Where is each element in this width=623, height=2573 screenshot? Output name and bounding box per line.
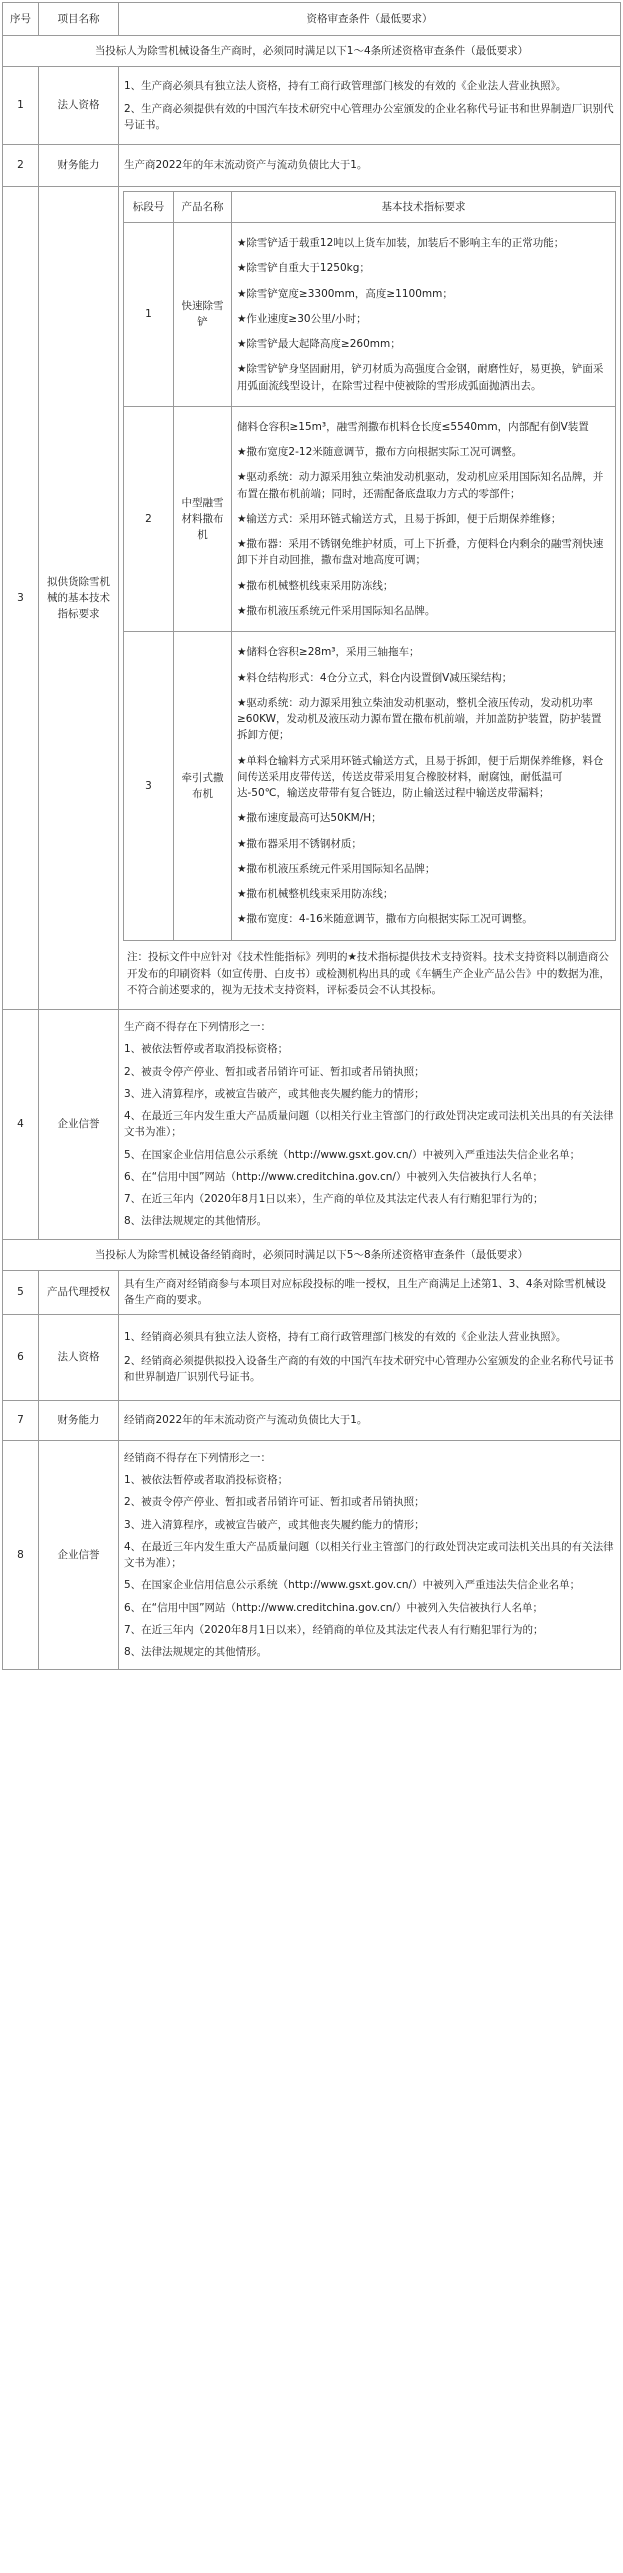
spec-item: ★撒布宽度：4-16米随意调节，撒布方向根据实际工况可调整。 <box>237 913 533 926</box>
row-requirement <box>119 67 621 145</box>
spec-header-requirement: 基本技术指标要求 <box>232 192 616 223</box>
product-name: 牵引式撒布机 <box>174 632 232 940</box>
spec-item: ★除雪铲宽度≥3300mm，高度≥1100mm； <box>237 287 453 300</box>
lot-no: 3 <box>124 632 174 940</box>
spec-item: ★除雪铲铲身坚固耐用，铲刃材质为高强度合金钢，耐磨性好，易更换，铲面采用弧面流线型设计，在除雪过程中使被除的雪形成弧面抛洒出去。 <box>237 363 604 392</box>
product-name: 快速除雪铲 <box>174 223 232 407</box>
row-no: 5 <box>3 1270 39 1314</box>
requirement-paragraph: 1、经销商必须具有独立法人资格，持有工商行政管理部门核发的有效的《企业法人营业执照》。 <box>124 1331 567 1344</box>
spec-row-lot-1 <box>124 223 616 407</box>
table-row <box>3 1400 621 1440</box>
list-item: 8、法律法规规定的其他情形。 <box>124 1215 268 1228</box>
requirement-intro: 经销商不得存在下列情形之一： <box>124 1451 271 1464</box>
list-item: 3、进入清算程序，或被宣告破产，或其他丧失履约能力的情形； <box>124 1518 425 1531</box>
row-no: 8 <box>3 1440 39 1670</box>
spec-list <box>232 406 616 631</box>
requirement-paragraph: 1、生产商必须具有独立法人资格，持有工商行政管理部门核发的有效的《企业法人营业执照》。 <box>124 79 567 92</box>
list-item: 1、被依法暂停或者取消投标资格； <box>124 1474 289 1487</box>
spec-item: ★输送方式：采用环链式输送方式，且易于拆卸，便于后期保养维修； <box>237 512 562 525</box>
row-no: 3 <box>3 187 39 1010</box>
lot-no: 1 <box>124 223 174 407</box>
row-item: 拟供货除雪机械的基本技术指标要求 <box>39 187 119 1010</box>
row-requirement <box>119 1314 621 1400</box>
spec-item: ★除雪铲适于载重12吨以上货车加装，加装后不影响主车的正常功能； <box>237 237 565 249</box>
spec-item: ★撒布器采用不锈钢材质； <box>237 837 362 850</box>
row-item: 财务能力 <box>39 145 119 187</box>
spec-item: ★作业速度≥30公里/小时； <box>237 312 367 325</box>
spec-item: ★料仓结构形式：4仓分立式，料仓内设置倒V减压梁结构； <box>237 671 513 684</box>
list-item: 5、在国家企业信用信息公示系统（http://www.gsxt.gov.cn/）中被列入严重违法失信企业名单； <box>124 1148 581 1161</box>
spec-item: ★驱动系统：动力源采用独立柴油发动机驱动，发动机应采用国际知名品牌，并布置在撒布机前端；同时，还需配备底盘取力方式的零部件； <box>237 471 604 500</box>
row-requirement: 生产商2022年的年末流动资产与流动负债比大于1。 <box>119 145 621 187</box>
list-item: 6、在“信用中国”网站（http://www.creditchina.gov.cn/）中被列入失信被执行人名单； <box>124 1170 543 1183</box>
technical-requirements-cell <box>119 187 621 1010</box>
row-item: 法人资格 <box>39 1314 119 1400</box>
product-name: 中型融雪材料撒布机 <box>174 406 232 631</box>
spec-item: ★撒布机械整机线束采用防冻线； <box>237 888 394 901</box>
spec-item: ★驱动系统：动力源采用独立柴油发动机驱动，整机全液压传动，发动机功率≥60KW，发动机及液压动力源布置在撒布机前端，并加盖防护装置，防护装置拆卸方便； <box>237 696 602 742</box>
spec-item: ★撒布器：采用不锈钢免维护材质，可上下折叠，方便料仓内剩余的融雪剂快速卸下并自动回推，撒布盘对地高度可调； <box>237 538 604 567</box>
requirement-intro: 生产商不得存在下列情形之一： <box>124 1021 271 1034</box>
table-row <box>3 1270 621 1314</box>
spec-item: ★撒布速度最高可达50KM/H； <box>237 812 382 825</box>
row-no: 7 <box>3 1400 39 1440</box>
row-item: 法人资格 <box>39 67 119 145</box>
section-title-manufacturer: 当投标人为除雪机械设备生产商时，必须同时满足以下1～4条所述资格审查条件（最低要求） <box>3 36 621 67</box>
list-item: 6、在“信用中国”网站（http://www.creditchina.gov.cn/）中被列入失信被执行人名单； <box>124 1601 543 1614</box>
spec-row-lot-2 <box>124 406 616 631</box>
list-item: 2、被责令停产停业、暂扣或者吊销许可证、暂扣或者吊销执照； <box>124 1496 425 1509</box>
row-item: 企业信誉 <box>39 1010 119 1240</box>
header-no: 序号 <box>3 3 39 36</box>
spec-item: ★撒布机液压系统元件采用国际知名品牌。 <box>237 604 436 617</box>
table-row <box>3 1314 621 1400</box>
list-item: 7、在近三年内（2020年8月1日以来），经销商的单位及其法定代表人有行贿犯罪行为的； <box>124 1623 544 1636</box>
section-title-distributor: 当投标人为除雪机械设备经销商时，必须同时满足以下5～8条所述资格审查条件（最低要求） <box>3 1239 621 1270</box>
list-item: 7、在近三年内（2020年8月1日以来），生产商的单位及其法定代表人有行贿犯罪行为的； <box>124 1193 544 1206</box>
list-item: 5、在国家企业信用信息公示系统（http://www.gsxt.gov.cn/）中被列入严重违法失信企业名单； <box>124 1579 581 1592</box>
spec-header-lot: 标段号 <box>124 192 174 223</box>
header-item: 项目名称 <box>39 3 119 36</box>
row-requirement <box>119 1010 621 1240</box>
list-item: 2、被责令停产停业、暂扣或者吊销许可证、暂扣或者吊销执照； <box>124 1065 425 1078</box>
list-item: 1、被依法暂停或者取消投标资格； <box>124 1043 289 1056</box>
header-requirement: 资格审查条件（最低要求） <box>119 3 621 36</box>
list-item: 8、法律法规规定的其他情形。 <box>124 1646 268 1659</box>
section-row <box>3 1239 621 1270</box>
spec-item: ★除雪铲自重大于1250kg； <box>237 262 370 275</box>
spec-item: ★撒布宽度2-12米随意调节，撒布方向根据实际工况可调整。 <box>237 446 523 459</box>
list-item: 4、在最近三年内发生重大产品质量问题（以相关行业主管部门的行政处罚决定或司法机关出具的有关法律文书为准）； <box>124 1540 614 1570</box>
spec-row-lot-3 <box>124 632 616 940</box>
spec-list <box>232 223 616 407</box>
spec-item: ★储料仓容积≥28m³，采用三轴拖车； <box>237 646 420 659</box>
row-no: 1 <box>3 67 39 145</box>
requirement-paragraph: 2、生产商必须提供有效的中国汽车技术研究中心管理办公室颁发的企业名称代号证书和世界制造厂识别代号证书。 <box>124 102 614 132</box>
table-row <box>3 67 621 145</box>
row-no: 2 <box>3 145 39 187</box>
row-no: 4 <box>3 1010 39 1240</box>
spec-header-row <box>124 192 616 223</box>
row-requirement: 经销商2022年的年末流动资产与流动负债比大于1。 <box>119 1400 621 1440</box>
technical-spec-table <box>123 191 616 941</box>
row-item: 财务能力 <box>39 1400 119 1440</box>
row-requirement <box>119 1440 621 1670</box>
row-requirement: 具有生产商对经销商参与本项目对应标段投标的唯一授权，且生产商满足上述第1、3、4条对除雪机械设备生产商的要求。 <box>119 1270 621 1314</box>
requirement-paragraph: 2、经销商必须提供拟投入设备生产商的有效的中国汽车技术研究中心管理办公室颁发的企业名称代号证书和世界制造厂识别代号证书。 <box>124 1354 614 1383</box>
table-row <box>3 145 621 187</box>
section-row <box>3 36 621 67</box>
table-header-row <box>3 3 621 36</box>
technical-note: 注：投标文件中应针对《技术性能指标》列明的★技术指标提供技术支持资料。技术支持资料以制造商公开发布的印刷资料（如宣传册、白皮书）或检测机构出具的或《车辆生产企业产品公告》中的数据为准，不符合前述要求的，视为无技术支持资料，评标委员会不认其投标。 <box>127 950 610 997</box>
spec-header-product: 产品名称 <box>174 192 232 223</box>
list-item: 4、在最近三年内发生重大产品质量问题（以相关行业主管部门的行政处罚决定或司法机关出具的有关法律文书为准）； <box>124 1110 614 1139</box>
spec-item: 储料仓容积≥15m³，融雪剂撒布机料仓长度≤5540mm，内部配有倒V装置 <box>237 420 589 433</box>
spec-item: ★撒布机械整机线束采用防冻线； <box>237 579 394 592</box>
lot-no: 2 <box>124 406 174 631</box>
spec-item: ★除雪铲最大起降高度≥260mm； <box>237 338 401 351</box>
table-row <box>3 1440 621 1670</box>
list-item: 3、进入清算程序，或被宣告破产，或其他丧失履约能力的情形； <box>124 1087 425 1100</box>
table-row <box>3 1010 621 1240</box>
table-row <box>3 187 621 1010</box>
row-item: 企业信誉 <box>39 1440 119 1670</box>
spec-list <box>232 632 616 940</box>
spec-item: ★单料仓输料方式采用环链式输送方式，且易于拆卸，便于后期保养维修，料仓间传送采用皮带传送，传送皮带采用复合橡胶材料，耐腐蚀，耐低温可达-50℃，输送皮带带有复合链边，防止输送过程中输送皮带漏料； <box>237 754 604 800</box>
row-no: 6 <box>3 1314 39 1400</box>
qualification-table <box>2 2 621 1670</box>
spec-item: ★撒布机液压系统元件采用国际知名品牌； <box>237 862 436 875</box>
row-item: 产品代理授权 <box>39 1270 119 1314</box>
